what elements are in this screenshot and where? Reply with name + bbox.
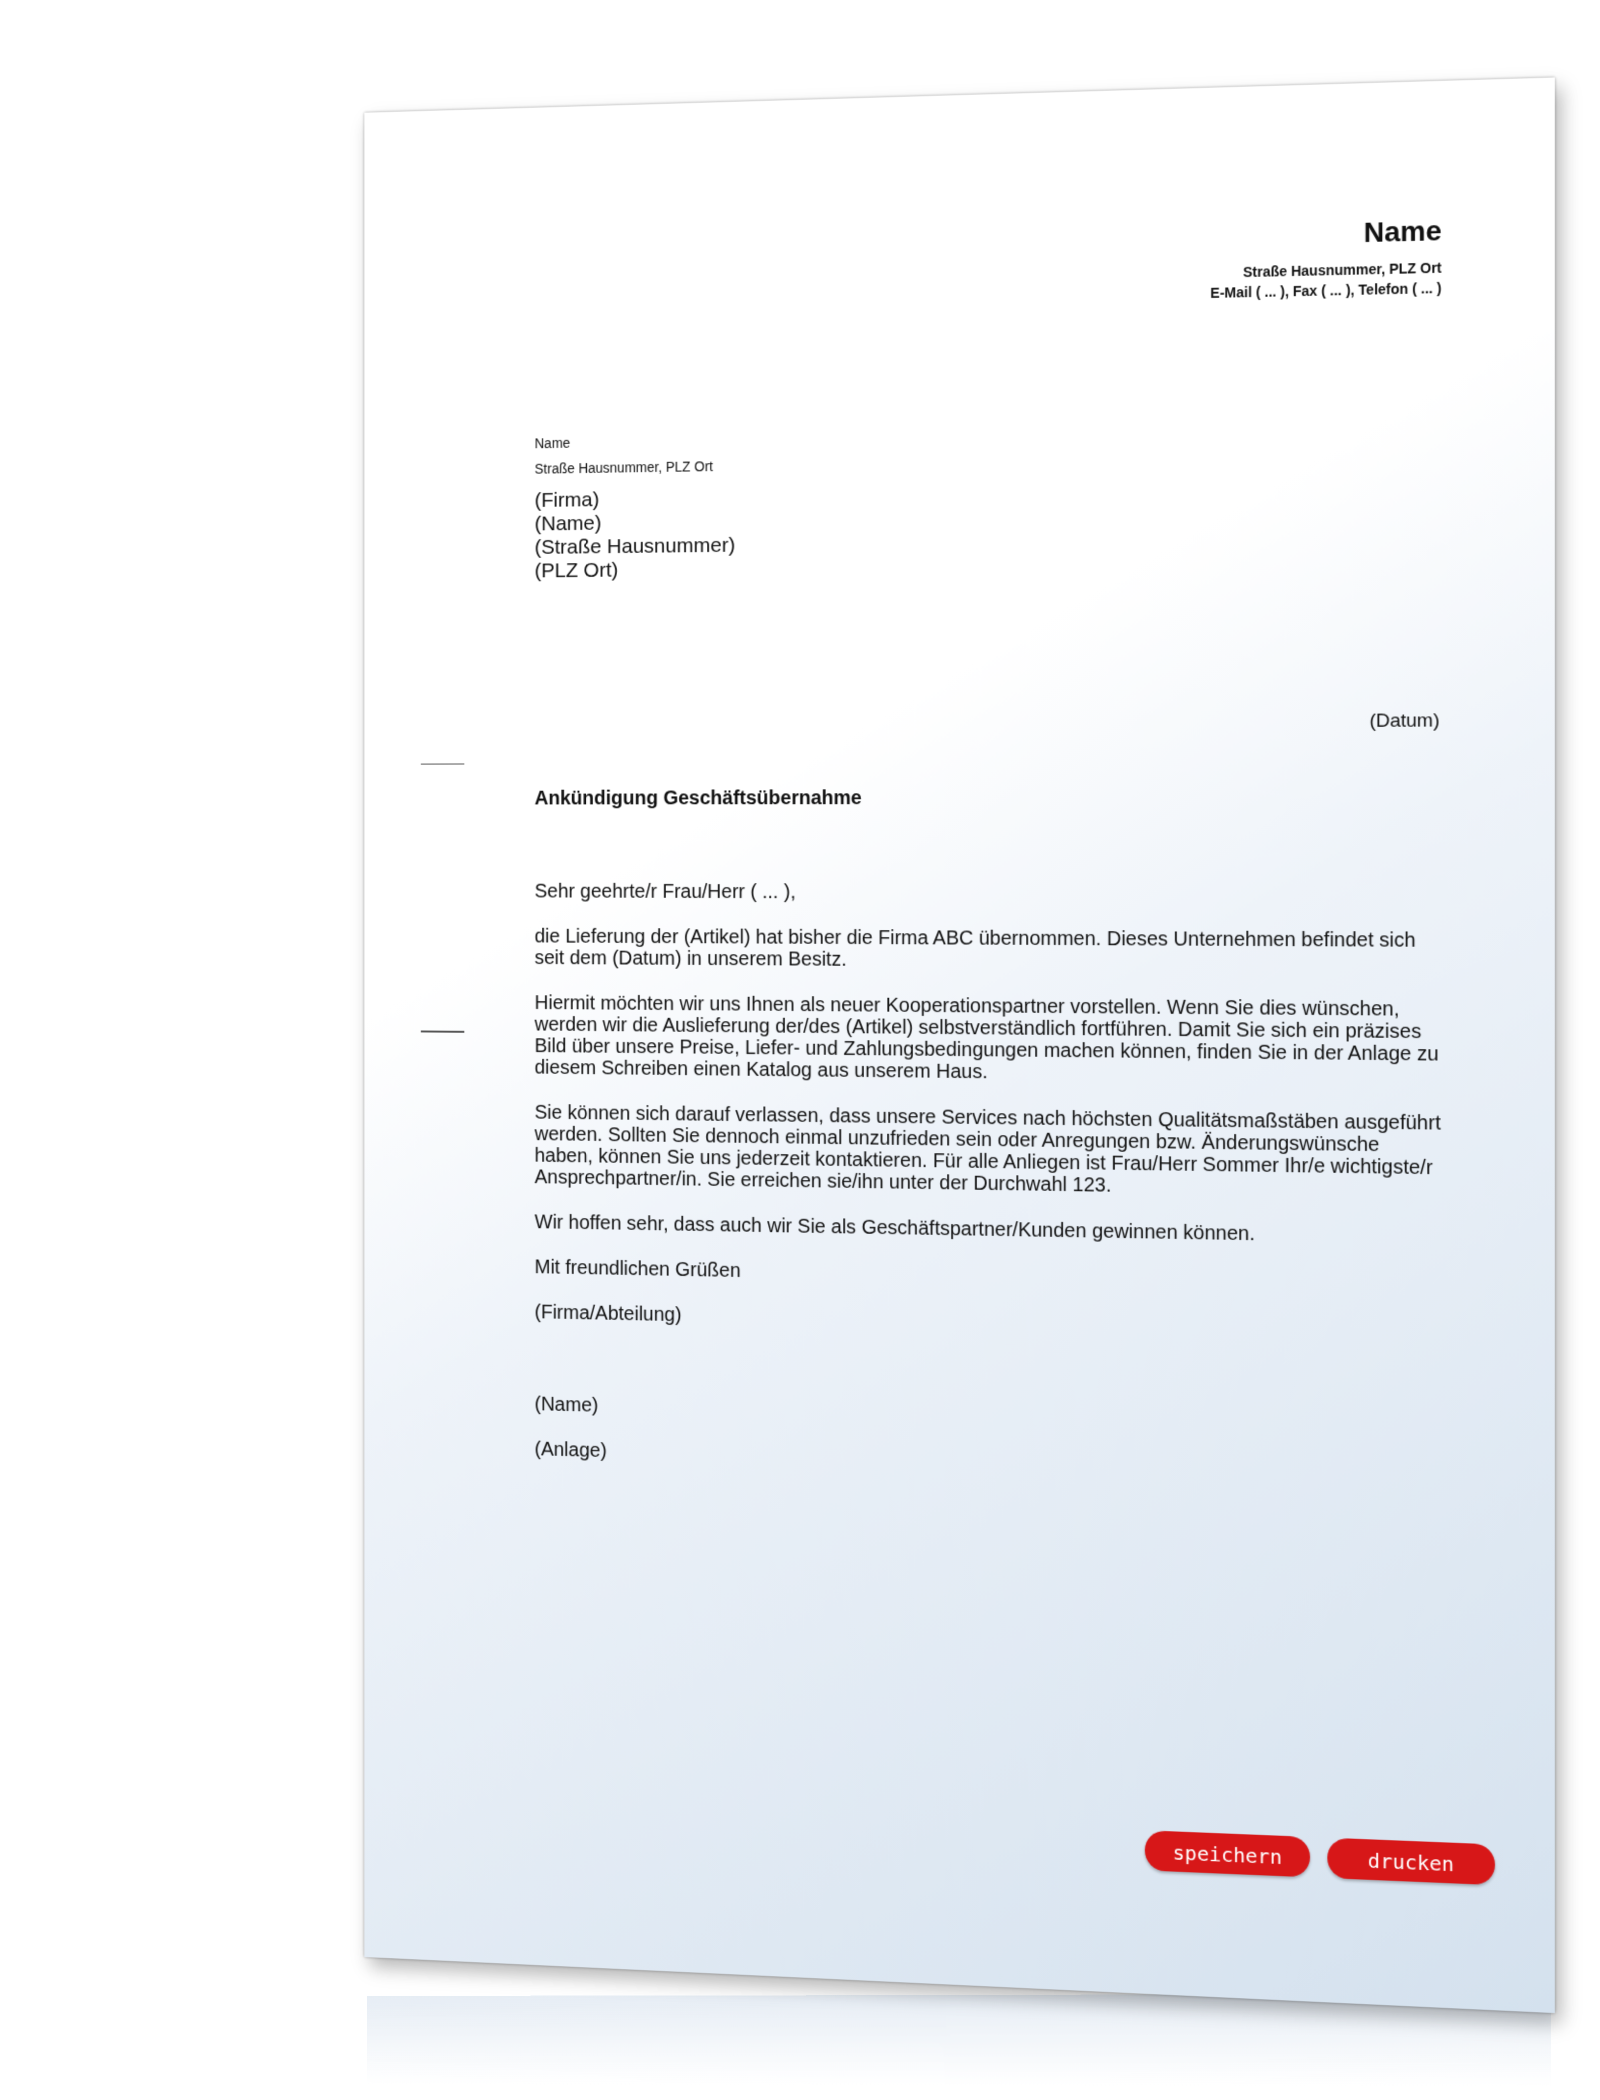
recipient-company: (Firma) — [534, 488, 600, 512]
return-address — [535, 428, 713, 482]
sender-name: Name — [1363, 214, 1442, 249]
return-address-street: Straße Hausnummer, PLZ Ort — [534, 458, 713, 477]
fold-mark-top — [421, 764, 464, 765]
sender-block — [1210, 215, 1441, 303]
closing: Mit freundlichen Grüßen — [534, 1256, 741, 1282]
letter-body — [535, 881, 1444, 1509]
recipient-street: (Straße Hausnummer) — [534, 533, 736, 559]
recipient-city: (PLZ Ort) — [534, 558, 619, 583]
letter-date: (Datum) — [1369, 710, 1440, 732]
signature-company: (Firma/Abteilung) — [534, 1301, 682, 1327]
attachment-note: (Anlage) — [534, 1438, 607, 1462]
return-address-name: Name — [534, 434, 571, 452]
paragraph-3: Sie können sich darauf verlassen, dass unsere Services nach höchsten Qualitätsmaßstäben ausgeführt werden. Sollten Sie dennoch einmal unzufrieden sein oder Anregungen bzw. Änderungswünsche haben, können Sie uns jederzeit kontaktieren. Für alle Anliegen ist Frau/Herr Sommer Ihr/e wichtigste/r Ansprechpartner/in. Sie erreichen sie/ihn unter der Durchwahl 123. — [534, 1101, 1441, 1197]
salutation: Sehr geehrte/r Frau/Herr ( ... ), — [534, 880, 796, 904]
signature-name: (Name) — [534, 1393, 599, 1417]
page-reflection — [367, 1994, 1551, 2086]
fold-mark-middle — [421, 1030, 464, 1032]
paragraph-1: die Lieferung der (Artikel) hat bisher die Firma ABC übernommen. Dieses Unternehmen befindet sich seit dem (Datum) in unserem Besitz. — [534, 925, 1416, 971]
sender-contact: E-Mail ( ... ), Fax ( ... ), Telefon ( ... ) — [1210, 279, 1442, 301]
save-button[interactable]: speichern — [1145, 1830, 1310, 1877]
sender-address: Straße Hausnummer, PLZ Ort — [1243, 259, 1442, 281]
paragraph-2: Hiermit möchten wir uns Ihnen als neuer Kooperationspartner vorstellen. Wenn Sie dies wünschen, werden wir die Auslieferung der/des (Artikel) selbstverständlich fortführen. Damit Sie sich ein präzises Bild über unsere Preise, Liefer- und Zahlungsbedingungen machen können, finden Sie in der Anlage zu diesem Schreiben einen Katalog aus unserem Haus. — [534, 992, 1439, 1084]
letter-subject: Ankündigung Geschäftsübernahme — [534, 787, 862, 810]
print-button[interactable]: drucken — [1327, 1838, 1495, 1885]
recipient-address — [535, 487, 736, 584]
recipient-name: (Name) — [534, 511, 602, 536]
letter-page — [364, 77, 1554, 2013]
paragraph-4: Wir hoffen sehr, dass auch wir Sie als Geschäftspartner/Kunden gewinnen können. — [534, 1211, 1255, 1246]
